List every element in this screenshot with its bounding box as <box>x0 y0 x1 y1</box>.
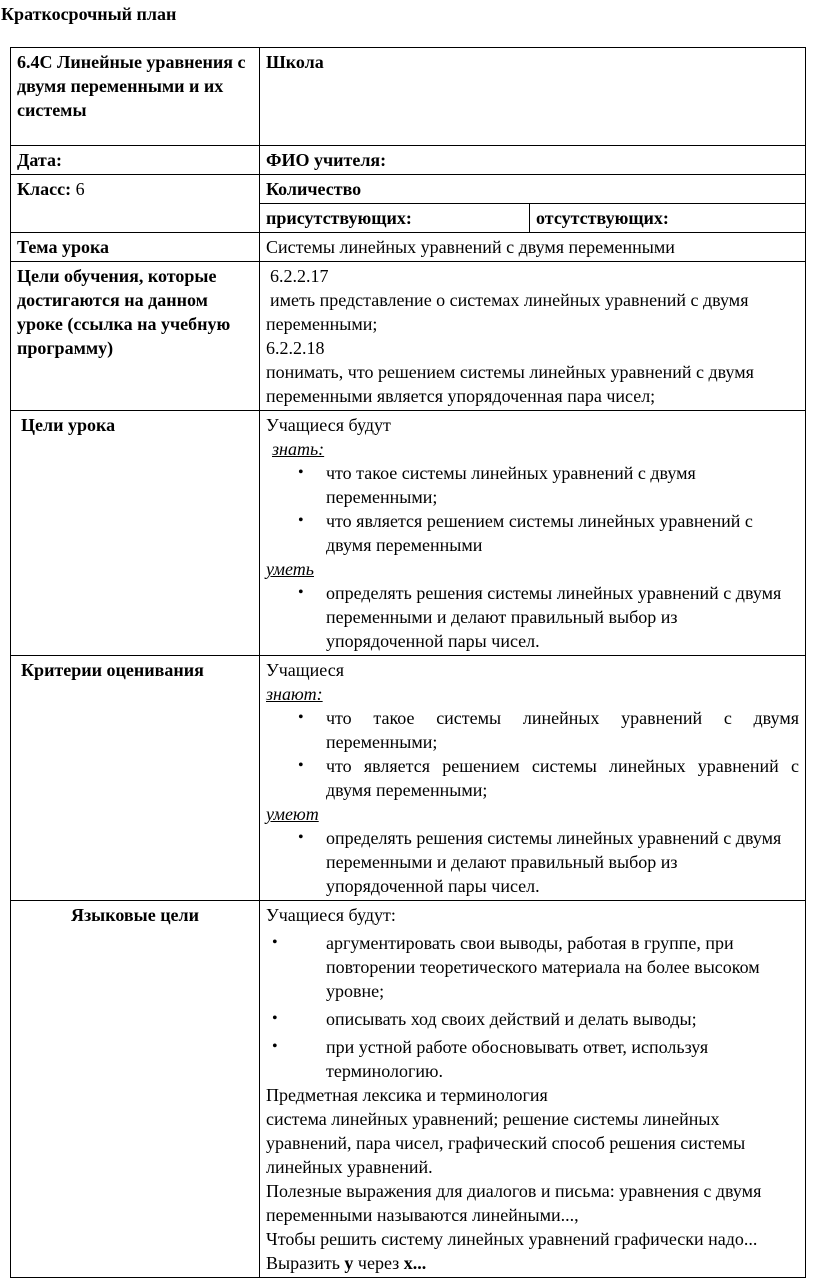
criteria-can-list <box>266 826 799 898</box>
language-cell <box>260 901 806 1278</box>
lesson-goals-know: знать: <box>272 439 325 459</box>
criteria-know-list <box>266 706 799 802</box>
topic-code-cell: 6.4С Линейные уравнения с двумя переменными и их системы <box>11 48 260 146</box>
objectives-label: Цели обучения, которые достигаются на данном уроке (ссылка на учебную программу) <box>11 262 260 411</box>
document-title: Краткосрочный план <box>1 4 177 24</box>
criteria-label: Критерии оценивания <box>11 656 260 901</box>
row-class-count <box>11 175 806 204</box>
objective-text-2: понимать, что решением системы линейных уравнений с двумя переменными является упорядоченная пара чисел; <box>266 362 754 406</box>
vocab-text: система линейных уравнений; решение системы линейных уравнений, пара чисел, графический способ решения системы линейных уравнений. <box>266 1109 746 1177</box>
last-x: х... <box>403 1253 427 1273</box>
row-lesson-goals <box>11 411 806 656</box>
language-intro: Учащиеся будут: <box>266 905 396 925</box>
list-item: • определять решения системы линейных уравнений с двумя переменными и делают правильный выбор из упорядоченной пары чисел. <box>326 826 799 898</box>
class-label: Класс: <box>17 179 72 199</box>
row-date-teacher <box>11 146 806 175</box>
language-item-2: • описывать ход своих действий и делать выводы; <box>266 1007 799 1031</box>
criteria-know: знают: <box>266 684 323 704</box>
objective-text-1: иметь представление о системах линейных уравнений с двумя переменными; <box>266 290 749 334</box>
language-item-3: • при устной работе обосновывать ответ, используя терминологию. <box>266 1035 799 1083</box>
row-language <box>11 901 806 1278</box>
objectives-cell <box>260 262 806 411</box>
row-criteria <box>11 656 806 901</box>
last-line-a: Чтобы решить систему линейных уравнений графически надо... Выразить <box>266 1229 758 1273</box>
objective-code-2: 6.2.2.18 <box>266 338 325 358</box>
lesson-goals-can: уметь <box>266 559 314 579</box>
language-item-1: • аргументировать свои выводы, работая в группе, при повторении теоретического материала на более высоком уровне; <box>266 931 799 1003</box>
lesson-topic-label: Тема урока <box>11 233 260 262</box>
lesson-topic-value: Системы линейных уравнений с двумя переменными <box>260 233 806 262</box>
count-cell: Количество <box>260 175 806 204</box>
criteria-can: умеют <box>266 804 319 824</box>
present-cell: присутствующих: <box>260 204 530 233</box>
class-cell <box>11 175 260 233</box>
teacher-cell: ФИО учителя: <box>260 146 806 175</box>
last-mid: через <box>353 1253 404 1273</box>
last-line <box>266 1227 799 1275</box>
phrases-text: Полезные выражения для диалогов и письма: уравнения с двумя переменными называются линейными..., <box>266 1181 762 1225</box>
vocab-title: Предметная лексика и терминология <box>266 1085 548 1105</box>
absent-cell: отсутствующих: <box>530 204 806 233</box>
lesson-plan-table <box>10 47 806 1278</box>
lesson-goals-can-list <box>266 581 799 653</box>
list-item: • что такое системы линейных уравнений с двумя переменными; <box>326 461 799 509</box>
list-item: • что является решением системы линейных уравнений с двумя переменными <box>326 509 799 557</box>
language-label: Языковые цели <box>11 901 260 1278</box>
last-y: у <box>344 1253 354 1273</box>
criteria-cell <box>260 656 806 901</box>
objective-code-1: 6.2.2.17 <box>270 266 329 286</box>
list-item: • что такое системы линейных уравнений с двумя переменными; <box>326 706 799 754</box>
criteria-intro: Учащиеся <box>266 660 344 680</box>
list-item: • что является решением системы линейных уравнений с двумя переменными; <box>326 754 799 802</box>
row-topic-school <box>11 48 806 146</box>
lesson-goals-know-list <box>266 461 799 557</box>
lesson-goals-intro: Учащиеся будут <box>266 415 391 435</box>
date-cell: Дата: <box>11 146 260 175</box>
class-value: 6 <box>75 179 85 199</box>
row-lesson-topic <box>11 233 806 262</box>
lesson-goals-label: Цели урока <box>11 411 260 656</box>
lesson-goals-cell <box>260 411 806 656</box>
school-cell: Школа <box>260 48 806 146</box>
row-objectives <box>11 262 806 411</box>
list-item: • определять решения системы линейных уравнений с двумя переменными и делают правильный выбор из упорядоченной пары чисел. <box>326 581 799 653</box>
